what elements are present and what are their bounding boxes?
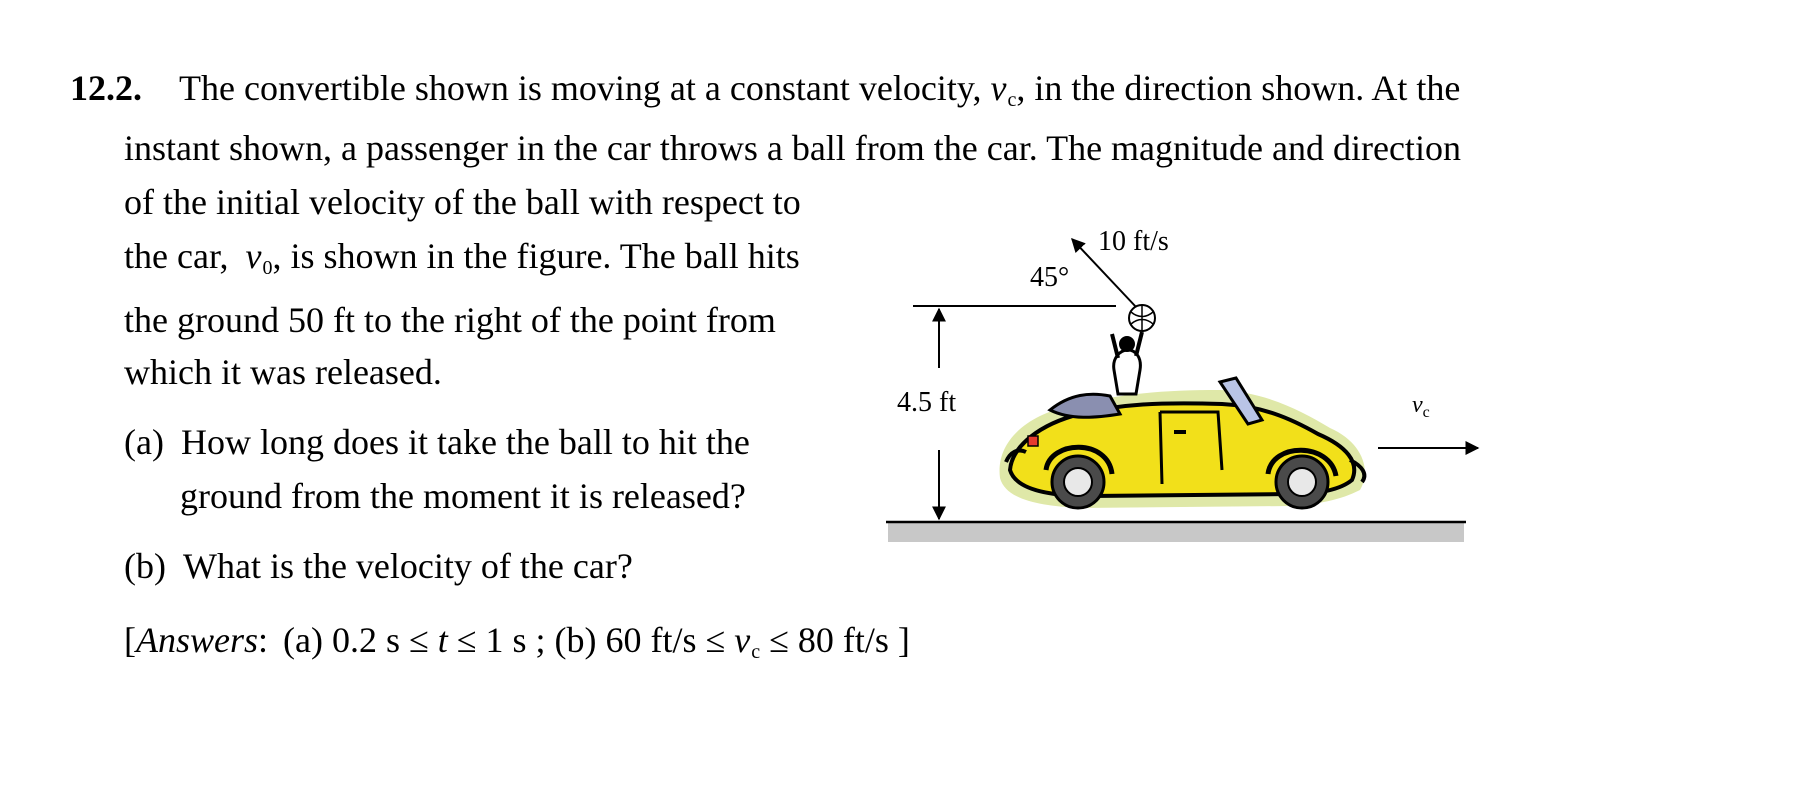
car-velocity-symbol: $v_c$ [990, 68, 1017, 111]
ball [1129, 305, 1155, 331]
problem-line-6: which it was released. [124, 352, 442, 392]
car-velocity-label: $v_c$ [1412, 392, 1430, 421]
initial-velocity-symbol: $v_0$ [245, 236, 273, 279]
rear-hubcap [1064, 468, 1092, 496]
problem-line-2: instant shown, a passenger in the car throws a ball from the car. The magnitude and direction [124, 128, 1461, 168]
ground [888, 522, 1464, 542]
problem-line-3: of the initial velocity of the ball with respect to [124, 182, 801, 222]
speed-label: 10 ft/s [1098, 226, 1169, 257]
problem-line-5: the ground 50 ft to the right of the point from [124, 300, 776, 340]
passenger [1112, 332, 1142, 394]
angle-label: 45° [1030, 262, 1070, 293]
height-label: 4.5 ft [897, 387, 957, 418]
problem-line-4: the car, $v_0$, is shown in the figure. The ball hits [124, 236, 800, 279]
car-velocity-symbol: $v_c$ [734, 620, 761, 663]
problem-text: The convertible shown is moving at a constant velocity, [179, 68, 982, 108]
convertible-car [1000, 378, 1365, 508]
question-b: (b) What is the velocity of the car? [124, 546, 633, 586]
question-a-continued: ground from the moment it is released? [180, 476, 746, 516]
folded-roof [1050, 394, 1120, 417]
question-a: (a) How long does it take the ball to hit the [124, 422, 750, 462]
problem-text: , in the direction shown. At the [1016, 68, 1461, 108]
front-hubcap [1288, 468, 1316, 496]
time-symbol: t [437, 620, 448, 660]
problem-number: 12.2. [70, 68, 142, 108]
passenger-head [1119, 336, 1135, 352]
answers-label: Answers [136, 620, 259, 660]
answers: [Answers: (a) 0.2 s ≤ t ≤ 1 s ; (b) 60 $ft/s \le v_c \le 80$ ft/s ] [124, 620, 910, 663]
tail-light [1028, 436, 1038, 446]
